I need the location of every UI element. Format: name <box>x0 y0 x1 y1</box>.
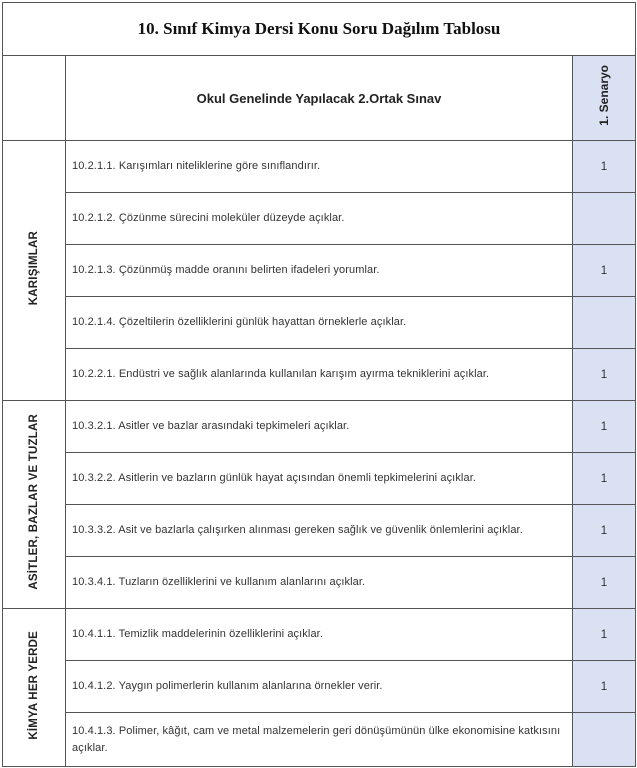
objective-cell: 10.2.2.1. Endüstri ve sağlık alanlarında kullanılan karışım ayırma tekniklerini açıklar. <box>66 349 573 401</box>
scenario-value <box>573 713 636 767</box>
section-label: KİMYA HER YERDE <box>28 630 40 740</box>
scenario-value: 1 <box>573 609 636 661</box>
header-corner-cell <box>3 56 66 141</box>
objective-cell: 10.3.2.1. Asitler ve bazlar arasındaki tepkimeleri açıklar. <box>66 401 573 453</box>
scenario-value: 1 <box>573 401 636 453</box>
objective-cell: 10.3.3.2. Asit ve bazlarla çalışırken alınması gereken sağlık ve güvenlik önlemlerini açıklar. <box>66 505 573 557</box>
scenario-value <box>573 297 636 349</box>
objective-cell: 10.3.2.2. Asitlerin ve bazların günlük hayat açısından önemli tepkimelerini açıklar. <box>66 453 573 505</box>
section-cell-asitler <box>3 401 66 609</box>
scenario-value: 1 <box>573 453 636 505</box>
objective-cell: 10.2.1.3. Çözünmüş madde oranını belirten ifadeleri yorumlar. <box>66 245 573 297</box>
scenario-value: 1 <box>573 245 636 297</box>
scenario-header: 1. Senaryo <box>597 65 611 126</box>
scenario-header-cell <box>573 56 636 141</box>
scenario-value: 1 <box>573 505 636 557</box>
scenario-value: 1 <box>573 349 636 401</box>
objective-cell: 10.2.1.4. Çözeltilerin özelliklerini günlük hayattan örneklerle açıklar. <box>66 297 573 349</box>
distribution-table <box>2 2 636 767</box>
scenario-value: 1 <box>573 661 636 713</box>
objective-cell: 10.2.1.1. Karışımları niteliklerine göre sınıflandırır. <box>66 141 573 193</box>
exam-header: Okul Genelinde Yapılacak 2.Ortak Sınav <box>66 56 573 141</box>
scenario-value: 1 <box>573 141 636 193</box>
scenario-value <box>573 193 636 245</box>
objective-cell: 10.2.1.2. Çözünme sürecini moleküler düzeyde açıklar. <box>66 193 573 245</box>
objective-cell: 10.3.4.1. Tuzların özelliklerini ve kullanım alanlarını açıklar. <box>66 557 573 609</box>
section-label: ASİTLER, BAZLAR VE TUZLAR <box>28 414 40 590</box>
section-cell-kimya-her-yerde <box>3 609 66 767</box>
section-label: KARIŞIMLAR <box>28 230 40 306</box>
objective-cell: 10.4.1.2. Yaygın polimerlerin kullanım alanlarına örnekler verir. <box>66 661 573 713</box>
section-cell-karisimlar <box>3 141 66 401</box>
objective-cell: 10.4.1.1. Temizlik maddelerinin özelliklerini açıklar. <box>66 609 573 661</box>
table-title: 10. Sınıf Kimya Dersi Konu Soru Dağılım Tablosu <box>3 3 636 56</box>
objective-cell: 10.4.1.3. Polimer, kâğıt, cam ve metal malzemelerin geri dönüşümünün ülke ekonomisine katkısını açıklar. <box>66 713 573 767</box>
scenario-value: 1 <box>573 557 636 609</box>
